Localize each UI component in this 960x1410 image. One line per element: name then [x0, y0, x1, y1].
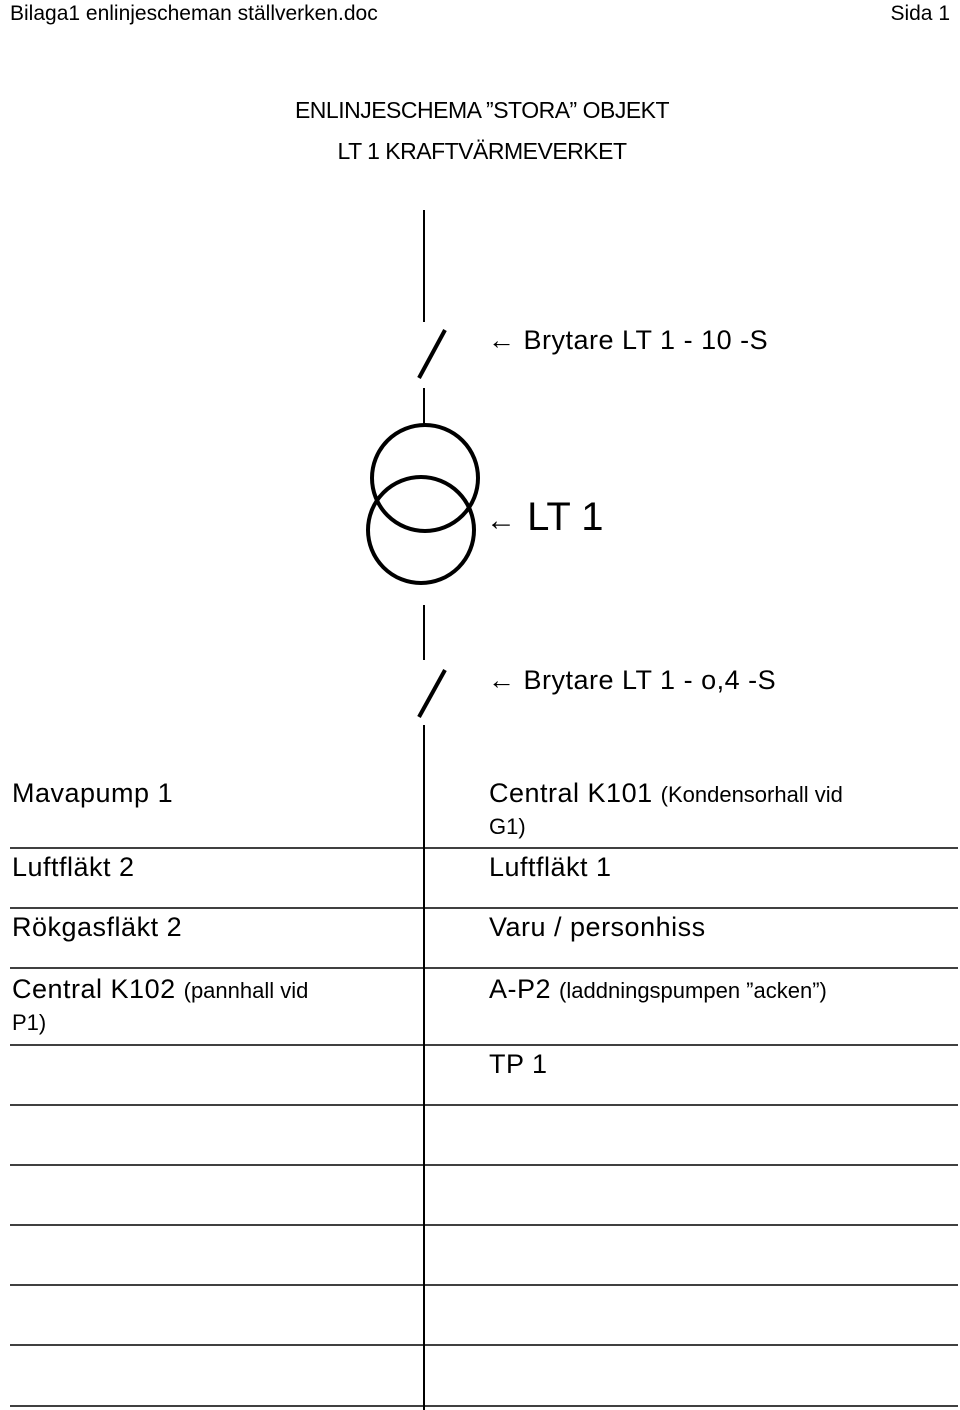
table-cell-right [489, 1049, 548, 1080]
consumer-note-cont: G1) [489, 814, 526, 839]
consumer-name: Varu / personhiss [489, 912, 706, 942]
table-cell-right [489, 974, 827, 1005]
table-cell-left [12, 852, 135, 883]
table-cell-left-cont [12, 1006, 46, 1037]
schema-title: ENLINJESCHEMA ”STORA” OBJEKT [294, 97, 670, 123]
consumer-name: Luftfläkt 1 [489, 852, 612, 882]
table-cell-right [489, 778, 843, 809]
document-filename: Bilaga1 enlinjescheman ställverken.doc [10, 2, 378, 25]
consumer-name: Rökgasfläkt 2 [12, 912, 183, 942]
breaker-lv-label-row [488, 665, 776, 696]
consumer-name: Central K102 [12, 974, 176, 1004]
consumer-note: (pannhall vid [183, 978, 309, 1003]
consumer-name: A-P2 [489, 974, 552, 1004]
arrow-left-icon: ← [488, 665, 516, 695]
breaker-lv-label: Brytare LT 1 - o,4 -S [523, 665, 777, 695]
table-cell-left [12, 778, 173, 809]
consumer-note: (laddningspumpen ”acken”) [559, 978, 827, 1003]
breaker-hv-contact [419, 330, 445, 378]
consumer-name: Central K101 [489, 778, 653, 808]
table-cell-right-cont [489, 810, 526, 841]
transformer-label-row [486, 495, 603, 540]
schema-subtitle: LT 1 KRAFTVÄRMEVERKET [337, 138, 627, 164]
consumer-name: TP 1 [489, 1049, 548, 1079]
consumer-note: (Kondensorhall vid [660, 782, 843, 807]
table-cell-right [489, 852, 612, 883]
breaker-hv-label: Brytare LT 1 - 10 -S [523, 325, 769, 355]
transformer-label: LT 1 [527, 495, 604, 539]
table-cell-left [12, 974, 308, 1005]
consumer-note-cont: P1) [12, 1010, 47, 1035]
consumer-name: Mavapump 1 [12, 778, 174, 808]
arrow-left-icon: ← [488, 325, 516, 355]
table-cell-right [489, 912, 706, 943]
table-cell-left [12, 912, 182, 943]
breaker-hv-label-row [488, 325, 768, 356]
consumer-name: Luftfläkt 2 [12, 852, 135, 882]
breaker-lv-contact [419, 670, 445, 717]
page-number: Sida 1 [890, 2, 950, 25]
arrow-left-icon: ← [486, 504, 516, 537]
